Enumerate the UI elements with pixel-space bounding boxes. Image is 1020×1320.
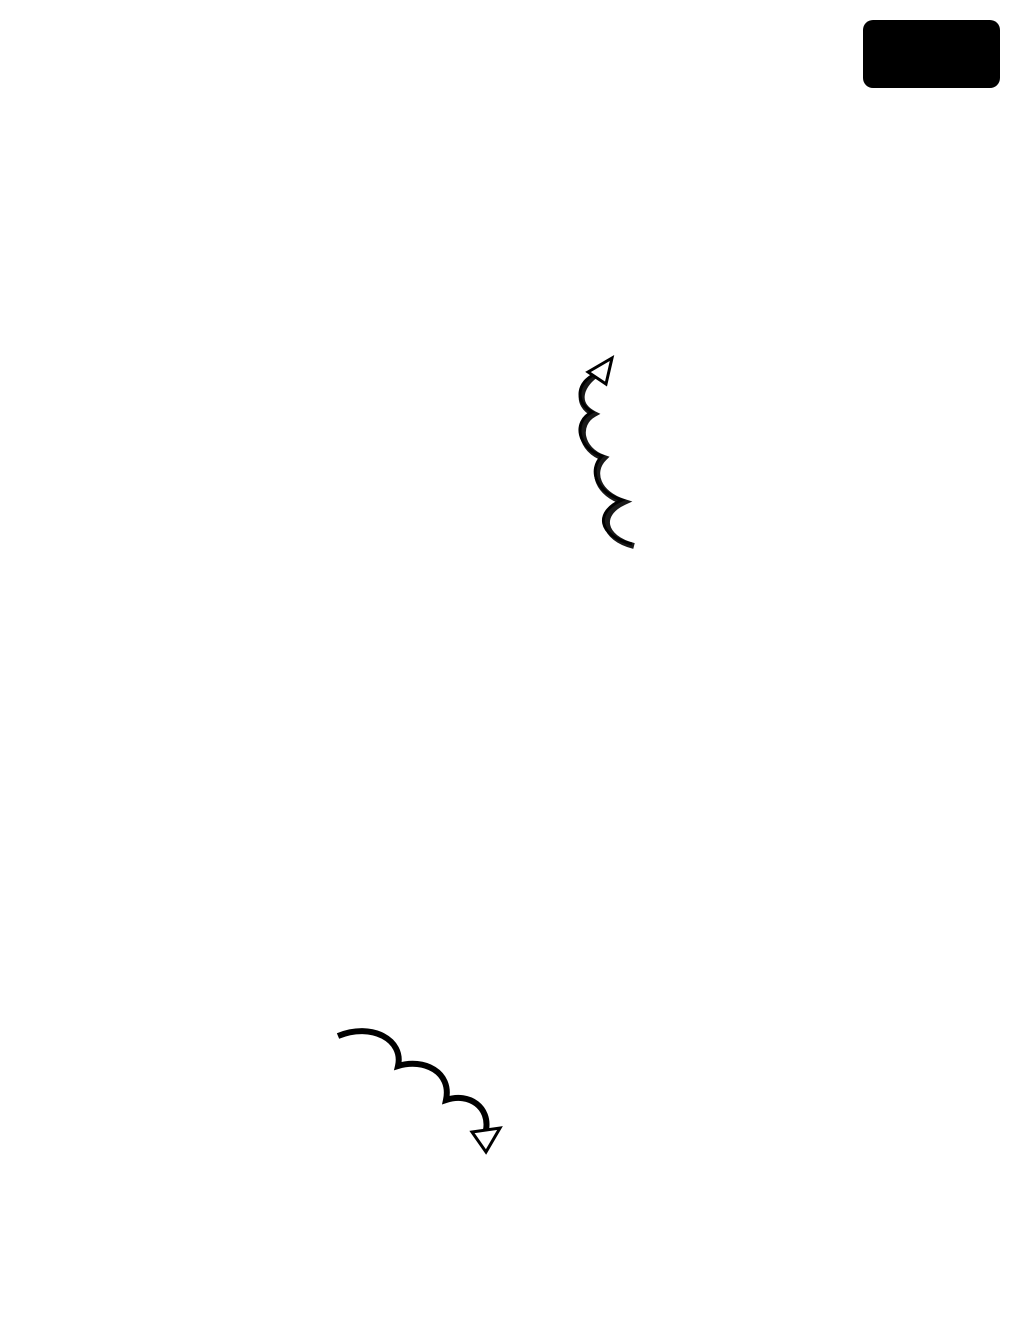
player1-arrow-icon (580, 358, 634, 546)
family-title (318, 714, 334, 792)
player2-arrow-icon (338, 1031, 500, 1152)
